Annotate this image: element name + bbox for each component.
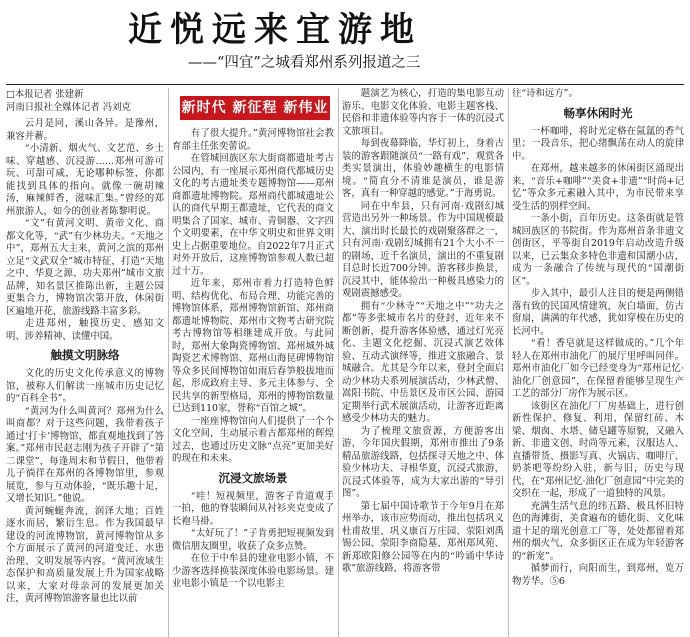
paragraph: 同在中牟县，只有河南·戏剧幻城营造出另外一种场景。作为中国规模最大、演出时长最长的戏剧聚落群之一，只有河南·戏剧幻城拥有21个大小不一的剧场，近千名演员，演出的不重复剧目总时长近700分钟。游客移步换景，沉浸其中，能体验出一种极具感染力的观剧震撼感受。 [342,200,504,299]
paragraph: “小清新、烟火气、文艺范、乡土味、穿越感、沉浸游……郑州可游可玩、可甜可咸，无论哪种标签，你都能找到具体的指向。就像一碗胡辣汤，麻辣鲜香，滋味汇集。”曾经的郑州旅游人，如今的创业者陈黎明说。 [6,143,164,217]
paragraph: 一杯咖啡，将时光定格在氤氲的香气里；一段音乐，把心绪飘荡在动人的旋律中。 [512,125,684,162]
paragraph: 往“诗和远方”。 [512,88,578,99]
paragraph: 走进郑州，触摸历史、感知文明、涉养精神、读懂中国。 [6,318,164,342]
paragraph: 在管城回族区东大街商都遗址考古公园内，有一座展示郑州商代都城历史文化的考古遗址类专题博物馆——郑州商都遗址博物院。郑州商代都城遗址公认的商代早期王都遗址，它代表的商文明集合了国家、城市、青铜器、文字四个文明要素，在中华文明史和世界文明史上占据重要地位。自2022年7月正式对外开放后，这座博物馆参观人数已超过十万。 [172,153,334,277]
paragraph: 近年来，郑州市着力打造特色鲜明、结构优化、布局合理、功能完善的博物馆体系，郑州博物馆新馆、郑州商都遗址博物院、郑州市文物考古研究院考古博物馆等相继建成开放。与此同时，郑州大象陶瓷博物馆、郑州城外城陶瓷艺术博物馆、郑州山海昆碑博物馆等众多民间博物馆如雨后春笋般拔地而起，形成政府主导、多元主体参与、全民共享的新型格局，郑州的博物馆数量已达到110家，誉称“百馆之城”。 [172,278,334,414]
column-divider [508,88,509,637]
section-heading-2: 沉浸文旅场景 [218,470,288,485]
paragraph: 第七届中国诗歌节于今年9月在郑州举办，该市应势而动，推出包括巩义杜甫故里、巩义康百万庄园、荥阳刘禹锡公园、荥阳李商隐墓、郑州郑风苑、新郑欧阳修公园等在内的“吟诵中华诗歌”旅游线路，将游客带 [342,500,504,574]
paragraph: “文”有黄河文明、黄帝文化、商都文化等，“武”有少林功夫。“天地之中”，郑州五大主来，黄河之滨的郑州立足“文武双全”城市特征，打造“天地之中、华夏之源、功夫郑州”城市文旅品牌，知名景区推陈出新，主题公园更集合力，博物馆次第开放，休闲街区遍地开花，旅游线路丰富多彩。 [6,218,164,317]
paragraph: 拥有“少林寺”“天地之中”“功夫之都”等多张城市名片的登封，近年来不断创新，提升游客体验感，通过灯光亮化、主题文化挖掘、沉浸式演艺效体验、互动式演绎等，推进文旅融合、景城融合。尤其是今年以来，登封全面启动少林功夫系列展演活动，少林武僧、嵩阳书院、中岳景区及市区公园、游园定期举行武术展演活动，让游客近距离感受少林功夫的魅力。 [342,300,504,424]
paragraph: 云月是同，溪山各异。是豫州，兼容并蓄。 [6,118,164,142]
article-column-3 [342,88,504,637]
paragraph: “黄河为什么叫黄河？郑州为什么叫商都？对于这些问题，我带着孩子通过‘打卡’博物馆，都直观地找到了答案。”郑州市民赵志刚为孩子开辟了“第二课堂”，每逢周末和节假日，他带着儿子徜徉在郑州的各博物馆里，参观展览，参与互动体验，“既乐趣十足，又增长知识。”他说。 [6,405,164,504]
paragraph: 为了梳理文旅资源，方便游客出游，今年国庆假期，郑州市推出了9条精品旅游线路，包括探寻天地之中、体验少林功夫、寻根华夏，沉浸式旅游，沉浸式体验等，成为大家出游的“导引图”。 [342,425,504,499]
article-column-2 [172,88,334,637]
paragraph: 步入其中，最引人注目的便是两侧错落有致的民国风情建筑，灰白墙面，仿古窗扇，满满的年代感，犹如穿梭在历史的长河中。 [512,288,684,337]
paragraph: 文化的历史文化传承意义的博物馆，被称人们解读一座城市历史记忆的“百科全书”。 [6,368,164,404]
byline-line-1: □本报记者 张建新 [6,89,84,100]
paragraph: 黄河蜿蜒奔流，润泽大地；百姓逐水而居，繁衍生息。作为我国最早建设的河流博物馆，黄河博物馆从多个方面展示了黄河的河道变迁、水患治理、文明发展等内容。“黄河流域生态保护和高质量发展上升为国家战略以来，大家对母亲河的发展更加关注，黄河博物馆游客量也比以前 [6,505,164,604]
section-heading-1: 触摸文明脉络 [50,348,120,362]
paragraph: 每到夜幕降临，华灯初上，身着古装的游客跟随演员“一路有戏”，观赏各类实景演出，体验妙趣横生的电影情境。“简直分不清谁是演员，谁是游客，真有一种穿越的感觉。”于海勇说。 [342,138,504,199]
paragraph: “太好玩了！”子肯勇把短视频发到微信朋友圈里，收获了众多点赞。 [172,528,334,552]
paragraph: 题演艺为核心，打造的集电影互动游乐、电影文化体验、电影主题客栈、民俗和非遗体验等内容于一体的沉浸式文旅项目。 [342,88,504,137]
paragraph: 在位于中牟县的建业电影小镇，不少游客选择换装深度体验电影场景。建业电影小镇是一个以电影主 [172,553,334,589]
paragraph: 循梦而行，向阳而生，到郑州，览万物芳华。⑤6 [512,563,684,587]
paragraph: “看！香皂就是这样做成的。”几个年轻人在郑州市油化厂的展厅里呼叫同伴。郑州市油化厂如今已经变身为“郑州记忆·油化厂创意园”，在保留着能够呈现生产工艺的部分厂房作为展示区。 [512,338,684,399]
paragraph: 有了很大提升。”黄河博物馆社会教育部主任张奕蕾说。 [172,128,334,152]
headline: 近悦远来宜游地 [128,10,422,50]
column-divider [338,88,339,637]
banner-badge: 新时代 新征程 新伟业 [180,96,330,120]
headline-area [0,0,690,48]
article-column-4 [512,88,684,637]
paragraph: 该街区在油化厂厂房基础上，进行创新性保护、修复、利用，保留红砖、木梁、烟囱、水塔、储皂罐等原貌，又融入新、非遗文创、时尚等元素，汉服达人、直播带货、摄影写真、火锅店、咖啡厅、奶茶吧等纷纷入驻，新与旧，历史与现代，在“郑州记忆·油化厂创意园”中完美的交织在一起，形成了一道独特的风景。 [512,400,684,499]
banner-spacer [172,88,334,128]
paragraph: 充满生活气息的纬五路、极具怀旧特色的海滩街，美食遍布的德化街、文化味道十足的瑞光创意工厂等，处处都留着郑州的烟火气，众多街区正在成为年轻游客的“新宠”。 [512,500,684,562]
article-column-1 [6,88,164,637]
paragraph: 在郑州，越来越多的休闲街区涌现出来，“音乐+咖啡”“美食+非遗”“时尚+记忆”等众多元素融入其中，为市民带来享受生活的别样空间。 [512,163,684,212]
subtitle: ——“四宜”之城看郑州系列报道之三 [188,55,421,71]
column-divider [168,88,169,637]
byline-line-2: 河南日报社全媒体记者 冯刘克 [6,102,131,113]
paragraph: “哇！短视频里，游客子肯道观手一拍，他的脊装瞬间从衬衫夹克变成了长袍马褂。 [172,490,334,527]
paragraph: 一条小街，百年历史。这条街就是管城回族区的书院街。作为郑州首条非遗文创街区，平等街自2019年启动改造升级以来，已云集众多特色非遗和国潮小店，成为一条融合了传统与现代的“国潮街区”。 [512,213,684,287]
top-divider [6,84,684,85]
paragraph: 一座座博物馆向人们提供了一个个文化空间，生动展示着古都郑州的辉煌过去，也通过历史文脉“点亮”更加美好的现在和未来。 [172,415,334,464]
byline [6,88,164,114]
section-heading-3: 畅享休闲时光 [563,105,633,120]
